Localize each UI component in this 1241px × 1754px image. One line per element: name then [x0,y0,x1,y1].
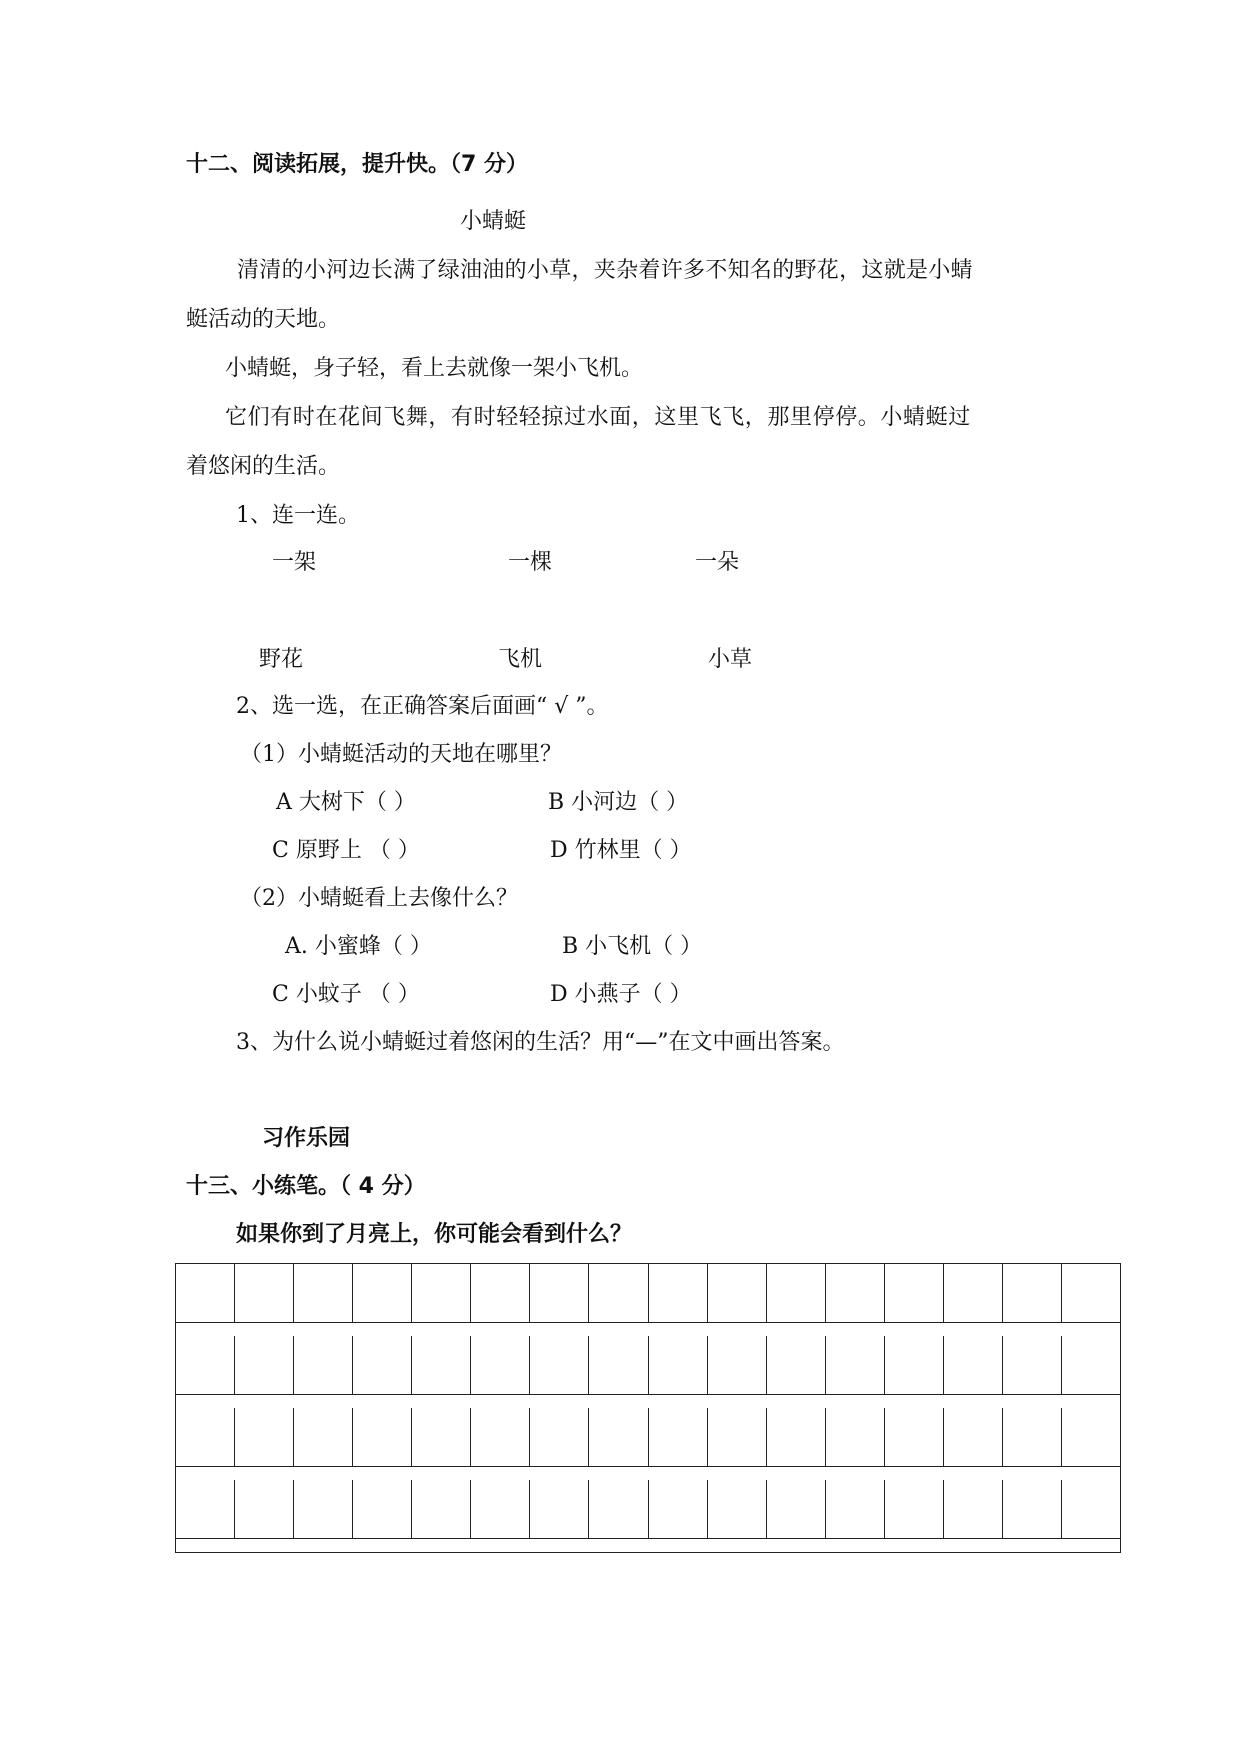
grid-cell[interactable] [767,1408,826,1466]
q2-sub2-option-a[interactable]: A. 小蜜蜂（ ） [285,934,432,959]
q2-sub2-option-c[interactable]: C 小蚊子 （ ） [272,982,420,1007]
section13-title: 十三、小练笔。（ 4 分） [186,1174,426,1199]
writing-prompt: 如果你到了月亮上，你可能会看到什么？ [236,1222,633,1247]
grid-cell[interactable] [589,1480,648,1538]
writing-heading: 习作乐园 [262,1126,351,1151]
grid-cell[interactable] [235,1264,294,1322]
grid-cell[interactable] [353,1264,412,1322]
grid-cell[interactable] [294,1264,353,1322]
grid-cell[interactable] [412,1480,471,1538]
q2-sub1-option-b[interactable]: B 小河边（ ） [548,790,689,815]
grid-cell[interactable] [471,1480,530,1538]
grid-cell[interactable] [885,1480,944,1538]
match-top-1[interactable]: 一架 [272,550,317,575]
grid-row[interactable] [175,1480,1121,1539]
grid-cell[interactable] [530,1408,589,1466]
grid-cell[interactable] [235,1336,294,1394]
grid-row[interactable] [175,1408,1121,1467]
section12-title: 十二、阅读拓展，提升快。（7 分） [186,152,528,177]
grid-cell[interactable] [885,1408,944,1466]
para1-line2: 蜓活动的天地。 [186,307,341,332]
grid-cell[interactable] [235,1480,294,1538]
grid-cell[interactable] [353,1408,412,1466]
grid-gap [175,1395,1121,1408]
grid-cell[interactable] [885,1264,944,1322]
grid-cell[interactable] [826,1264,885,1322]
grid-cell[interactable] [1003,1336,1062,1394]
grid-cell[interactable] [1062,1336,1120,1394]
grid-cell[interactable] [649,1408,708,1466]
grid-gap [175,1323,1121,1336]
grid-cell[interactable] [767,1264,826,1322]
grid-cell[interactable] [649,1264,708,1322]
grid-cell[interactable] [294,1480,353,1538]
grid-cell[interactable] [530,1480,589,1538]
grid-gap [175,1539,1121,1553]
q2-sub1-question: （1）小蜻蜓活动的天地在哪里？ [240,742,562,767]
grid-cell[interactable] [176,1264,235,1322]
grid-cell[interactable] [589,1264,648,1322]
grid-cell[interactable] [294,1408,353,1466]
grid-cell[interactable] [1062,1408,1120,1466]
grid-cell[interactable] [412,1408,471,1466]
q1-prompt: 1、连一连。 [236,503,360,528]
writing-grid[interactable] [175,1263,1121,1553]
grid-cell[interactable] [530,1336,589,1394]
grid-row[interactable] [175,1263,1121,1323]
match-bottom-2[interactable]: 飞机 [498,647,543,672]
q2-sub1-option-c[interactable]: C 原野上 （ ） [272,838,420,863]
para3-line1: 它们有时在花间飞舞，有时轻轻掠过水面，这里飞飞，那里停停。小蜻蜓过 [225,405,971,430]
grid-cell[interactable] [826,1336,885,1394]
grid-cell[interactable] [412,1264,471,1322]
q3-prompt: 3、为什么说小蜻蜓过着悠闲的生活？用“—”在文中画出答案。 [236,1030,845,1055]
grid-cell[interactable] [176,1408,235,1466]
story-title: 小蜻蜓 [460,209,527,234]
match-bottom-1[interactable]: 野花 [259,647,304,672]
grid-cell[interactable] [1062,1480,1120,1538]
grid-cell[interactable] [944,1336,1003,1394]
grid-cell[interactable] [1003,1408,1062,1466]
grid-row[interactable] [175,1336,1121,1395]
para1-line1: 清清的小河边长满了绿油油的小草，夹杂着许多不知名的野花，这就是小蜻 [237,258,973,283]
grid-cell[interactable] [176,1336,235,1394]
grid-cell[interactable] [176,1480,235,1538]
grid-cell[interactable] [471,1336,530,1394]
grid-cell[interactable] [412,1336,471,1394]
grid-cell[interactable] [767,1480,826,1538]
grid-cell[interactable] [944,1264,1003,1322]
grid-cell[interactable] [944,1480,1003,1538]
match-bottom-3[interactable]: 小草 [708,647,753,672]
q2-sub1-option-a[interactable]: A 大树下（ ） [276,790,416,815]
para3-line2: 着悠闲的生活。 [186,454,341,479]
grid-cell[interactable] [471,1264,530,1322]
match-top-3[interactable]: 一朵 [695,550,740,575]
grid-cell[interactable] [826,1408,885,1466]
q2-sub2-option-b[interactable]: B 小飞机（ ） [562,934,703,959]
grid-cell[interactable] [471,1408,530,1466]
grid-cell[interactable] [826,1480,885,1538]
grid-cell[interactable] [589,1408,648,1466]
grid-gap [175,1467,1121,1480]
q2-prompt: 2、选一选，在正确答案后面画“ √ ”。 [236,694,609,719]
grid-cell[interactable] [649,1336,708,1394]
grid-cell[interactable] [885,1336,944,1394]
grid-cell[interactable] [708,1264,767,1322]
grid-cell[interactable] [235,1408,294,1466]
q2-sub2-question: （2）小蜻蜓看上去像什么？ [240,886,518,911]
grid-cell[interactable] [649,1480,708,1538]
grid-cell[interactable] [708,1480,767,1538]
grid-cell[interactable] [708,1408,767,1466]
grid-cell[interactable] [1062,1264,1120,1322]
match-top-2[interactable]: 一棵 [508,550,553,575]
grid-cell[interactable] [1003,1264,1062,1322]
grid-cell[interactable] [294,1336,353,1394]
grid-cell[interactable] [353,1480,412,1538]
para2: 小蜻蜓，身子轻，看上去就像一架小飞机。 [225,356,644,381]
grid-cell[interactable] [589,1336,648,1394]
grid-cell[interactable] [944,1408,1003,1466]
grid-cell[interactable] [767,1336,826,1394]
grid-cell[interactable] [353,1336,412,1394]
grid-cell[interactable] [1003,1480,1062,1538]
q2-sub2-option-d[interactable]: D 小燕子（ ） [550,982,692,1007]
q2-sub1-option-d[interactable]: D 竹林里（ ） [550,838,692,863]
grid-cell[interactable] [530,1264,589,1322]
grid-cell[interactable] [708,1336,767,1394]
